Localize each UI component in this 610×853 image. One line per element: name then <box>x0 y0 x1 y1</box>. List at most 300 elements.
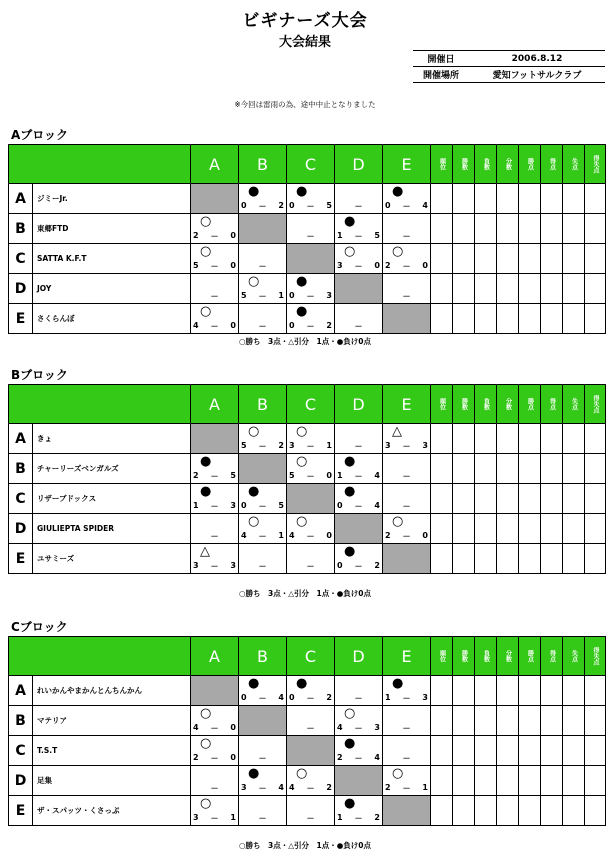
unplayed-dash: － <box>210 292 219 301</box>
team-row <box>9 544 606 574</box>
score-for: 3 <box>193 561 199 570</box>
score-against: 2 <box>326 693 332 702</box>
stat-header: 勝点 <box>519 145 541 184</box>
stat-cell <box>541 544 563 574</box>
stat-cell <box>497 244 519 274</box>
match-cell <box>191 214 239 244</box>
stat-cell <box>475 514 497 544</box>
score-against: 4 <box>374 501 380 510</box>
row-letter: C <box>9 244 33 274</box>
stat-header: 分数 <box>497 145 519 184</box>
match-cell <box>335 796 383 826</box>
team-row <box>9 736 606 766</box>
stat-header: 得点 <box>541 145 563 184</box>
stat-cell <box>519 184 541 214</box>
stat-cell <box>519 544 541 574</box>
win-circle-icon: ○ <box>248 424 260 439</box>
score-against: 0 <box>326 471 332 480</box>
stat-cell <box>585 244 606 274</box>
stat-header: 勝数 <box>453 385 475 424</box>
stat-cell <box>563 796 585 826</box>
stat-cell <box>585 796 606 826</box>
score-separator: － <box>210 472 219 481</box>
match-score <box>289 321 332 332</box>
match-score <box>241 783 284 794</box>
score-separator: － <box>354 724 363 733</box>
score-separator: － <box>354 562 363 571</box>
stat-cell <box>541 484 563 514</box>
score-for: 4 <box>193 321 199 330</box>
score-for: 1 <box>337 231 343 240</box>
score-against: 2 <box>374 561 380 570</box>
win-circle-icon: ○ <box>248 514 260 529</box>
unplayed-dash: － <box>306 724 315 733</box>
column-header: E <box>383 385 431 424</box>
stat-cell <box>519 454 541 484</box>
unplayed-dash: － <box>402 502 411 511</box>
stat-cell <box>585 766 606 796</box>
loss-circle-icon: ● <box>296 184 308 199</box>
stat-cell <box>453 274 475 304</box>
stat-cell <box>541 796 563 826</box>
team-row <box>9 514 606 544</box>
team-name: リザーブドックス <box>33 484 191 514</box>
page-title: ビギナーズ大会 <box>242 11 368 31</box>
stat-cell <box>497 676 519 706</box>
unplayed-dash: － <box>210 532 219 541</box>
header-row <box>9 637 606 676</box>
score-separator: － <box>402 694 411 703</box>
score-for: 3 <box>241 783 247 792</box>
stat-cell <box>497 544 519 574</box>
column-header: E <box>383 637 431 676</box>
match-score <box>337 753 380 764</box>
team-row <box>9 274 606 304</box>
match-cell <box>383 706 431 736</box>
match-score <box>193 723 236 734</box>
win-circle-icon: ○ <box>200 796 212 811</box>
row-letter: B <box>9 706 33 736</box>
unplayed-dash: － <box>402 472 411 481</box>
scoring-legend: ○勝ち 3点・△引分 1点・●負け0点 <box>238 337 371 346</box>
team-name: ザ・スパッツ・くさっぷ <box>33 796 191 826</box>
win-circle-icon: ○ <box>296 514 308 529</box>
stat-cell <box>475 304 497 334</box>
stat-cell <box>475 424 497 454</box>
self-match-cell <box>383 544 431 574</box>
win-circle-icon: ○ <box>344 706 356 721</box>
stat-cell <box>497 706 519 736</box>
score-for: 0 <box>289 201 295 210</box>
stat-cell <box>519 424 541 454</box>
stat-cell <box>431 736 453 766</box>
stat-cell <box>475 214 497 244</box>
match-cell <box>191 304 239 334</box>
stat-header: 得点 <box>541 637 563 676</box>
match-score <box>289 471 332 482</box>
score-for: 1 <box>385 693 391 702</box>
match-score <box>193 501 236 512</box>
stat-cell <box>563 454 585 484</box>
self-match-cell <box>287 736 335 766</box>
score-against: 0 <box>230 753 236 762</box>
stat-header: 負数 <box>475 637 497 676</box>
score-separator: － <box>210 814 219 823</box>
win-circle-icon: ○ <box>296 766 308 781</box>
score-for: 2 <box>193 471 199 480</box>
score-separator: － <box>258 532 267 541</box>
match-cell <box>383 484 431 514</box>
match-cell <box>383 184 431 214</box>
match-cell <box>287 274 335 304</box>
stat-cell <box>585 184 606 214</box>
stat-header: 順位 <box>431 145 453 184</box>
match-score <box>385 531 428 542</box>
match-cell <box>191 796 239 826</box>
team-name: チャーリーズベンガルズ <box>33 454 191 484</box>
match-cell <box>239 244 287 274</box>
match-cell <box>335 706 383 736</box>
match-cell <box>239 484 287 514</box>
scoring-legend: ○勝ち 3点・△引分 1点・●負け0点 <box>238 589 371 598</box>
score-separator: － <box>258 442 267 451</box>
match-cell <box>383 454 431 484</box>
score-separator: － <box>306 322 315 331</box>
match-cell <box>287 676 335 706</box>
score-for: 2 <box>337 753 343 762</box>
stat-cell <box>585 424 606 454</box>
score-against: 3 <box>230 561 236 570</box>
score-against: 0 <box>422 261 428 270</box>
row-letter: E <box>9 796 33 826</box>
header-blank <box>9 637 191 676</box>
team-name: SATTA K.F.T <box>33 244 191 274</box>
score-against: 5 <box>278 501 284 510</box>
score-against: 1 <box>230 813 236 822</box>
loss-circle-icon: ● <box>344 484 356 499</box>
stat-cell <box>541 184 563 214</box>
score-against: 4 <box>422 201 428 210</box>
loss-circle-icon: ● <box>296 304 308 319</box>
stat-cell <box>453 424 475 454</box>
match-cell <box>287 706 335 736</box>
stat-cell <box>497 214 519 244</box>
stat-cell <box>431 244 453 274</box>
match-score <box>193 321 236 332</box>
loss-circle-icon: ● <box>200 454 212 469</box>
loss-circle-icon: ● <box>248 766 260 781</box>
stat-cell <box>453 454 475 484</box>
stat-cell <box>585 304 606 334</box>
stat-cell <box>475 736 497 766</box>
unplayed-dash: － <box>258 814 267 823</box>
stat-cell <box>453 706 475 736</box>
score-for: 0 <box>289 291 295 300</box>
match-score <box>337 261 380 272</box>
loss-circle-icon: ● <box>296 274 308 289</box>
stat-cell <box>453 544 475 574</box>
match-cell <box>239 766 287 796</box>
self-match-cell <box>335 766 383 796</box>
match-cell <box>287 544 335 574</box>
results-grid <box>8 636 606 826</box>
team-row <box>9 214 606 244</box>
column-header: C <box>287 385 335 424</box>
score-separator: － <box>306 532 315 541</box>
stat-cell <box>475 184 497 214</box>
match-score <box>289 291 332 302</box>
stat-cell <box>519 214 541 244</box>
stat-header: 得失点 <box>585 385 606 424</box>
self-match-cell <box>383 796 431 826</box>
match-score <box>337 501 380 512</box>
stat-cell <box>585 454 606 484</box>
stat-cell <box>431 304 453 334</box>
stat-cell <box>519 484 541 514</box>
score-separator: － <box>402 532 411 541</box>
stat-cell <box>431 706 453 736</box>
info-label: 開催日 <box>413 51 469 67</box>
loss-circle-icon: ● <box>344 544 356 559</box>
match-score <box>289 201 332 212</box>
score-separator: － <box>210 754 219 763</box>
self-match-cell <box>335 274 383 304</box>
score-separator: － <box>306 292 315 301</box>
score-for: 0 <box>337 501 343 510</box>
match-cell <box>335 214 383 244</box>
stat-cell <box>453 304 475 334</box>
score-for: 0 <box>289 321 295 330</box>
score-for: 5 <box>289 471 295 480</box>
stat-cell <box>475 244 497 274</box>
score-separator: － <box>306 694 315 703</box>
stat-header: 得失点 <box>585 637 606 676</box>
score-against: 0 <box>230 321 236 330</box>
score-separator: － <box>210 232 219 241</box>
stat-cell <box>541 676 563 706</box>
stat-cell <box>453 766 475 796</box>
header-blank <box>9 145 191 184</box>
match-cell <box>383 736 431 766</box>
stat-header: 勝点 <box>519 637 541 676</box>
row-letter: C <box>9 484 33 514</box>
stat-cell <box>497 736 519 766</box>
match-score <box>337 723 380 734</box>
match-cell <box>191 484 239 514</box>
score-separator: － <box>402 784 411 793</box>
score-separator: － <box>258 202 267 211</box>
win-circle-icon: ○ <box>392 244 404 259</box>
win-circle-icon: ○ <box>200 304 212 319</box>
stat-cell <box>519 304 541 334</box>
match-cell <box>335 304 383 334</box>
stat-cell <box>519 736 541 766</box>
match-score <box>289 441 332 452</box>
score-for: 0 <box>241 501 247 510</box>
stat-cell <box>453 796 475 826</box>
score-against: 2 <box>374 813 380 822</box>
info-value: 愛知フットサルクラブ <box>469 67 605 83</box>
stat-cell <box>519 514 541 544</box>
match-score <box>385 693 428 704</box>
score-for: 2 <box>193 231 199 240</box>
row-letter: B <box>9 214 33 244</box>
stat-cell <box>431 796 453 826</box>
match-score <box>241 501 284 512</box>
team-row <box>9 676 606 706</box>
score-for: 4 <box>289 783 295 792</box>
match-cell <box>335 544 383 574</box>
event-info-table <box>413 50 605 83</box>
win-circle-icon: ○ <box>200 214 212 229</box>
match-score <box>385 783 428 794</box>
match-cell <box>191 544 239 574</box>
match-cell <box>287 796 335 826</box>
row-letter: A <box>9 676 33 706</box>
stat-header: 得失点 <box>585 145 606 184</box>
info-value: 2006.8.12 <box>469 51 605 67</box>
match-cell <box>383 424 431 454</box>
team-row <box>9 454 606 484</box>
match-cell <box>383 244 431 274</box>
unplayed-dash: － <box>402 754 411 763</box>
stat-cell <box>563 544 585 574</box>
stat-header: 順位 <box>431 637 453 676</box>
stat-cell <box>563 736 585 766</box>
loss-circle-icon: ● <box>344 454 356 469</box>
score-separator: － <box>258 784 267 793</box>
stat-cell <box>453 484 475 514</box>
score-against: 4 <box>278 693 284 702</box>
score-for: 3 <box>337 261 343 270</box>
score-separator: － <box>354 472 363 481</box>
stat-cell <box>563 766 585 796</box>
match-cell <box>239 736 287 766</box>
unplayed-dash: － <box>258 322 267 331</box>
unplayed-dash: － <box>354 694 363 703</box>
team-row <box>9 244 606 274</box>
score-against: 2 <box>278 201 284 210</box>
stat-cell <box>585 706 606 736</box>
column-header: A <box>191 385 239 424</box>
stat-cell <box>475 484 497 514</box>
team-name: T.S.T <box>33 736 191 766</box>
score-for: 5 <box>241 291 247 300</box>
stat-cell <box>585 544 606 574</box>
win-circle-icon: ○ <box>200 244 212 259</box>
block-title: Bブロック <box>11 368 68 382</box>
score-for: 2 <box>193 753 199 762</box>
score-for: 0 <box>337 561 343 570</box>
stat-cell <box>541 244 563 274</box>
stat-cell <box>563 274 585 304</box>
score-for: 3 <box>193 813 199 822</box>
score-for: 3 <box>289 441 295 450</box>
self-match-cell <box>239 214 287 244</box>
score-for: 2 <box>385 783 391 792</box>
score-against: 4 <box>374 753 380 762</box>
match-score <box>241 693 284 704</box>
block-title: Cブロック <box>11 620 68 634</box>
match-cell <box>383 676 431 706</box>
team-name: ユサミーズ <box>33 544 191 574</box>
stat-cell <box>541 214 563 244</box>
score-against: 2 <box>326 321 332 330</box>
unplayed-dash: － <box>306 232 315 241</box>
stat-cell <box>519 706 541 736</box>
stat-cell <box>475 796 497 826</box>
match-cell <box>335 184 383 214</box>
win-circle-icon: ○ <box>296 424 308 439</box>
info-label: 開催場所 <box>413 67 469 83</box>
match-cell <box>239 304 287 334</box>
unplayed-dash: － <box>402 724 411 733</box>
self-match-cell <box>287 484 335 514</box>
match-score <box>385 201 428 212</box>
unplayed-dash: － <box>402 232 411 241</box>
match-cell <box>287 514 335 544</box>
match-score <box>337 471 380 482</box>
stat-cell <box>431 514 453 544</box>
info-row-date <box>413 51 605 67</box>
stat-cell <box>497 454 519 484</box>
stat-cell <box>431 214 453 244</box>
stat-cell <box>563 676 585 706</box>
stat-cell <box>431 274 453 304</box>
score-for: 4 <box>337 723 343 732</box>
stat-cell <box>585 676 606 706</box>
team-row <box>9 304 606 334</box>
stat-cell <box>453 184 475 214</box>
stat-cell <box>431 184 453 214</box>
stat-cell <box>475 454 497 484</box>
match-cell <box>335 244 383 274</box>
team-name: ジミーJr. <box>33 184 191 214</box>
stat-header: 負数 <box>475 385 497 424</box>
unplayed-dash: － <box>354 322 363 331</box>
unplayed-dash: － <box>306 814 315 823</box>
match-score <box>193 261 236 272</box>
team-row <box>9 796 606 826</box>
match-cell <box>239 424 287 454</box>
score-for: 0 <box>289 693 295 702</box>
match-cell <box>239 676 287 706</box>
score-for: 1 <box>337 813 343 822</box>
stat-cell <box>475 676 497 706</box>
score-separator: － <box>258 502 267 511</box>
match-cell <box>383 766 431 796</box>
win-circle-icon: ○ <box>392 766 404 781</box>
stat-cell <box>497 796 519 826</box>
score-for: 1 <box>337 471 343 480</box>
score-separator: － <box>354 262 363 271</box>
match-score <box>193 813 236 824</box>
column-header: D <box>335 385 383 424</box>
team-name: マテリア <box>33 706 191 736</box>
score-for: 0 <box>241 201 247 210</box>
match-cell <box>383 214 431 244</box>
row-letter: E <box>9 304 33 334</box>
column-header: C <box>287 145 335 184</box>
stat-header: 勝数 <box>453 637 475 676</box>
row-letter: A <box>9 424 33 454</box>
stat-cell <box>585 736 606 766</box>
stat-cell <box>475 274 497 304</box>
score-separator: － <box>402 262 411 271</box>
stat-cell <box>431 424 453 454</box>
match-cell <box>287 424 335 454</box>
stat-cell <box>431 766 453 796</box>
